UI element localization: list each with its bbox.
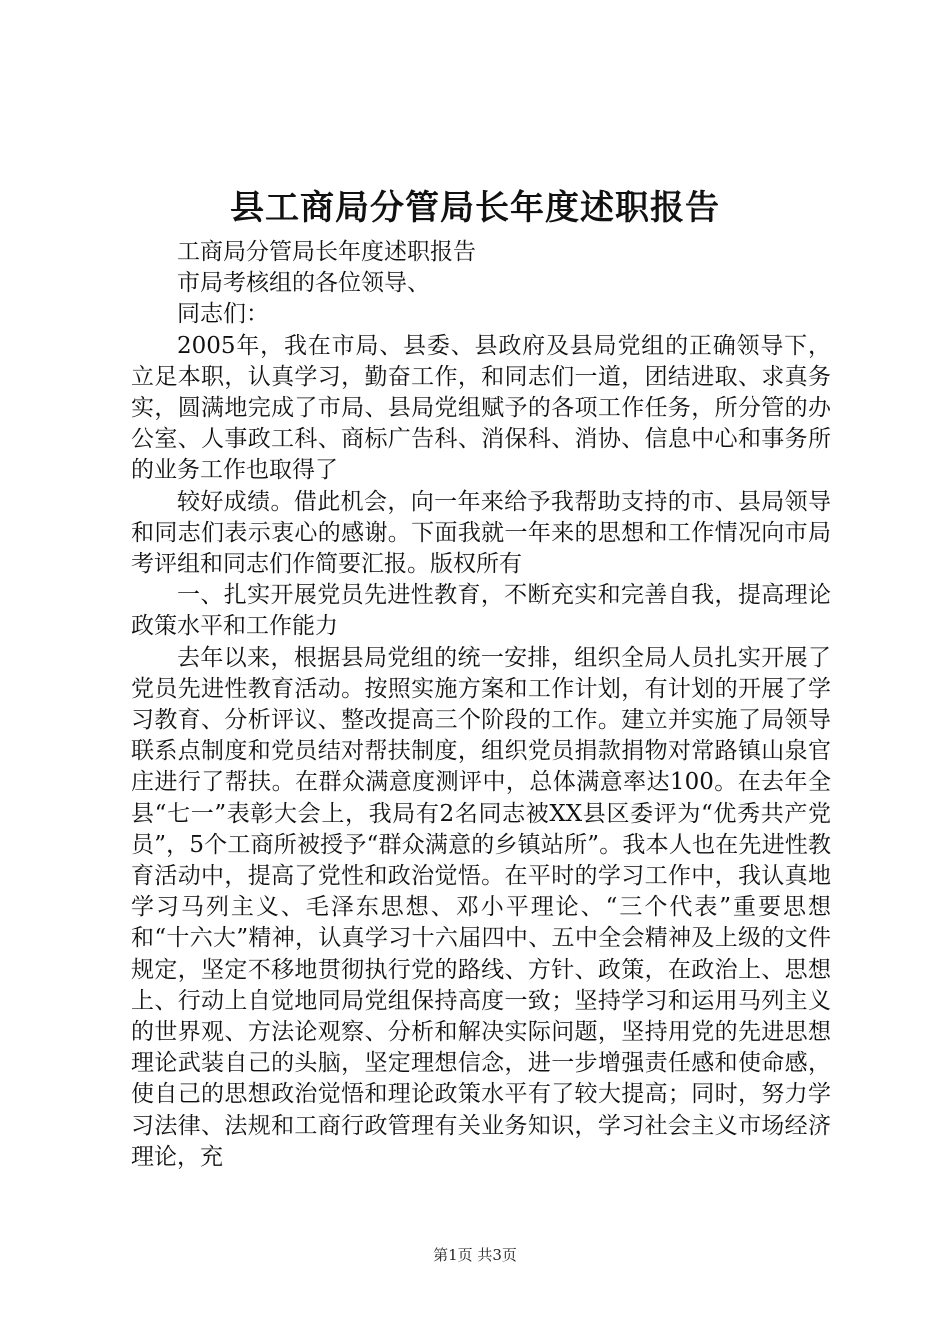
body-paragraph: 工商局分管局长年度述职报告 xyxy=(177,239,476,265)
body-paragraph: 2005年，我在市局、县委、县政府及县局党组的正确领导下，立足本职，认真学习，勤奋工作，和同志们一道，团结进取、求真务实，圆满地完成了市局、县局党组赋予的各项工作任务，所分管的办公室、人事政工科、商标广告科、消保科、消协、信息中心和事务所的业务工作也取得了 xyxy=(131,332,831,484)
body-paragraph: 同志们： xyxy=(177,301,269,328)
document-body xyxy=(131,237,831,1173)
section-heading: 一、扎实开展党员先进性教育，不断充实和完善自我，提高理论政策水平和工作能力 xyxy=(131,582,831,640)
body-paragraph: 较好成绩。借此机会，向一年来给予我帮助支持的市、县局领导和同志们表示衷心的感谢。下面我就一年来的思想和工作情况向市局考评组和同志们作简要汇报。版权所有 xyxy=(131,488,831,578)
page-footer: 第1页 共3页 xyxy=(433,1246,517,1264)
body-paragraph: 去年以来，根据县局党组的统一安排，组织全局人员扎实开展了党员先进性教育活动。按照实施方案和工作计划，有计划的开展了学习教育、分析评议、整改提高三个阶段的工作。建立并实施了局领导联系点制度和党员结对帮扶制度，组织党员捐款捐物对常路镇山泉官庄进行了帮扶。在群众满意度测评中，总体满意率达100。在去年全县“七一”表彰大会上，我局有2名同志被XX县区委评为“优秀共产党员”，5个工商所被授予“群众满意的乡镇站所”。我本人也在先进性教育活动中，提高了党性和政治觉悟。在平时的学习工作中，我认真地学习马列主义、毛泽东思想、邓小平理论、“三个代表”重要思想和“十六大”精神，认真学习十六届四中、五中全会精神及上级的文件规定，坚定不移地贯彻执行党的路线、方针、政策，在政治上、思想上、行动上自觉地同局党组保持高度一致；坚持学习和运用马列主义的世界观、方法论观察、分析和解决实际问题，坚持用党的先进思想理论武装自己的头脑，坚定理想信念，进一步增强责任感和使命感，使自己的思想政治觉悟和理论政策水平有了较大提高；同时，努力学习法律、法规和工商行政管理有关业务知识，学习社会主义市场经济理论，充 xyxy=(131,644,831,1170)
body-paragraph: 市局考核组的各位领导、 xyxy=(177,270,430,297)
document-title: 县工商局分管局长年度述职报告 xyxy=(230,188,720,228)
